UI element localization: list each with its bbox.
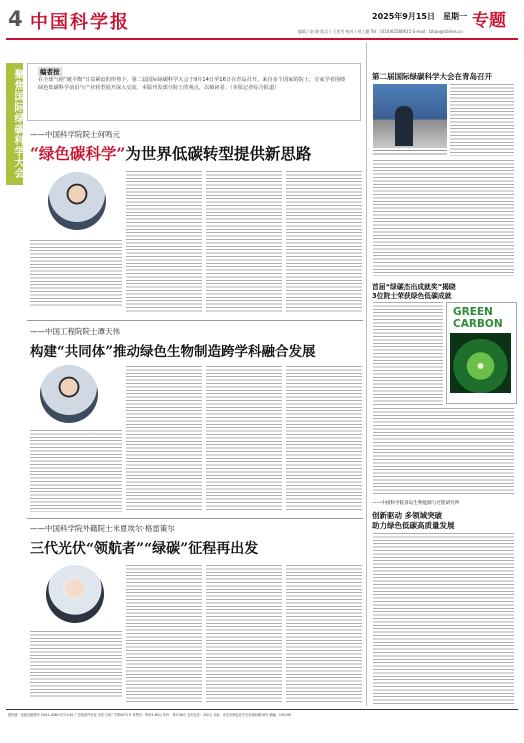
article1-column-2 xyxy=(206,171,282,314)
masthead-weekday: 星期一 xyxy=(443,12,467,21)
institute-body-text xyxy=(373,533,514,705)
article3-intro-text xyxy=(30,631,122,699)
editor-note-box xyxy=(27,63,361,121)
article3-column-3 xyxy=(286,565,362,702)
conference-photo-caption xyxy=(373,150,447,156)
masthead-contact: 编辑 / 赵 路 版式 / 王亚雪 校对 / 何工勤 Tel：(010)62580615 E-mail：lzhao@stimes.cn xyxy=(298,29,463,34)
footer-rule xyxy=(6,709,518,710)
article2-intro-text xyxy=(30,430,122,512)
article2-kicker: ——中国工程院院士谭天伟 xyxy=(30,327,120,336)
divider-1 xyxy=(27,320,363,321)
institute-headline-line2: 助力绿色低碳高质量发展 xyxy=(372,521,455,530)
institute-headline-line1: 创新驱动 多领域突破 xyxy=(372,511,443,520)
article2-column-3 xyxy=(286,366,362,512)
conference-body-text xyxy=(373,160,514,276)
book-body-text xyxy=(373,302,443,406)
conference-photo xyxy=(373,84,447,148)
right-column-rule xyxy=(366,42,367,706)
section-label: 专题 xyxy=(472,11,506,31)
editor-note-label: 编者按 xyxy=(40,68,60,76)
book-title-line2: 3位院士荣获绿色低碳成就 xyxy=(372,292,452,300)
conference-speaker xyxy=(395,106,413,146)
article1-column-1 xyxy=(126,171,202,314)
green-carbon-cover xyxy=(446,302,517,404)
article2-column-2 xyxy=(206,366,282,512)
article1-headline-highlight: “绿色碳科学” xyxy=(30,144,126,163)
article2-headline xyxy=(30,340,316,360)
article1-column-3 xyxy=(286,171,362,314)
article3-column-2 xyxy=(206,565,282,702)
conference-title: 第二届国际绿碳科学大会在青岛召开 xyxy=(372,72,492,81)
article1-intro-text xyxy=(30,240,122,308)
article3-headline-pre: 三代光伏“领航者” xyxy=(30,541,145,557)
cover-artwork xyxy=(450,333,511,393)
article3-headline-rest: “绿碳”征程再出发 xyxy=(144,541,259,557)
article1-kicker: ——中国科学院院士何鸣元 xyxy=(30,130,120,139)
cover-title-green: GREEN xyxy=(453,306,493,318)
institute-kicker: ——中国科学院青岛生物能源与过程研究所 xyxy=(372,501,460,506)
article2-portrait xyxy=(40,365,98,423)
article2-column-1 xyxy=(126,366,202,512)
page-number: 4 xyxy=(8,7,23,31)
book-body-text-2 xyxy=(373,408,514,494)
masthead-logo: 中国科学报 xyxy=(30,12,130,33)
article1-portrait xyxy=(48,172,106,230)
conference-side-text xyxy=(450,84,514,156)
cover-title-carbon: CARBON xyxy=(453,318,503,330)
masthead-rule xyxy=(6,38,518,40)
footer-imprint: 国内统一连续出版物号 CN11-0084 代号1-82 广告经营许可证 京东工商广字第0071号 零售价：每份1.80元 年价：每月36元 全年定价：432元 社址：北京市海淀区中关村南四街16号 邮编：100190 xyxy=(8,713,292,717)
article2-headline-pre: 构建“共同体” xyxy=(30,344,114,360)
article3-portrait xyxy=(46,565,104,623)
article3-headline xyxy=(30,538,258,558)
article3-kicker: ——中国科学院外籍院士米夏埃尔·格雷策尔 xyxy=(30,524,175,533)
divider-2 xyxy=(27,518,363,519)
article3-column-1 xyxy=(126,565,202,702)
editor-note-text: 在全球气候“破平衡”日益紧迫的形势下，第二届国际绿碳科学大会于9月14日至16日在青岛召开。来自多个国家的院士、专家学者围绕绿色低碳科学前沿与产业转型展开深入交流。本版刊发部分院士的观点，以飨读者。（本报记者综合报道） xyxy=(38,77,346,91)
article2-headline-rest: 推动绿色生物制造跨学科融合发展 xyxy=(113,344,316,360)
article1-headline-rest: 为世界低碳转型提供新思路 xyxy=(125,144,312,163)
side-banner: 聚焦国际绿碳科学大会 xyxy=(6,63,23,185)
book-title-line1: 首届“绿碳杰出成就奖”揭晓 xyxy=(372,283,456,291)
masthead-date: 2025年9月15日 xyxy=(372,12,435,21)
article1-headline xyxy=(30,142,311,164)
